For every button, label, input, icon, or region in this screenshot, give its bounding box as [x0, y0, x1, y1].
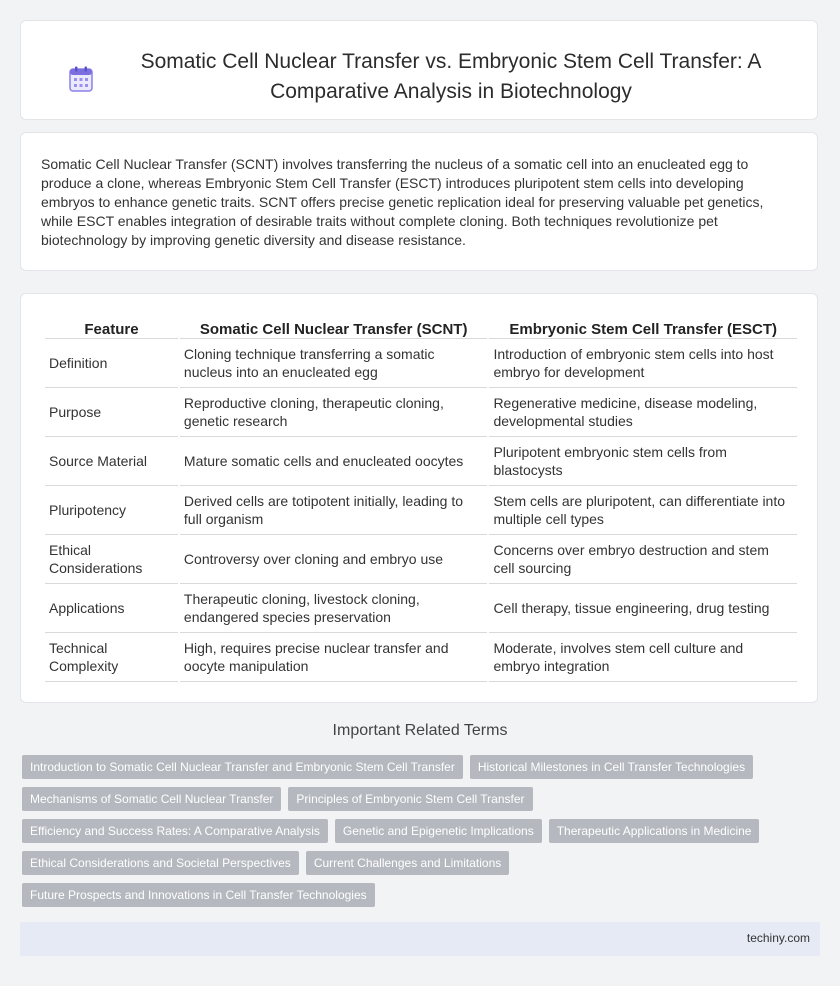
- related-term-link[interactable]: Introduction to Somatic Cell Nuclear Transfer and Embryonic Stem Cell Transfer: [22, 755, 463, 779]
- esct-cell: Introduction of embryonic stem cells into host embryo for development: [489, 339, 797, 388]
- related-term-link[interactable]: Ethical Considerations and Societal Perspectives: [22, 851, 299, 875]
- header-esct: Embryonic Stem Cell Transfer (ESCT): [489, 314, 797, 339]
- comparison-table: [43, 314, 799, 682]
- related-term-link[interactable]: Current Challenges and Limitations: [306, 851, 509, 875]
- scnt-cell: Controversy over cloning and embryo use: [180, 535, 488, 584]
- scnt-cell: Reproductive cloning, therapeutic cloning, genetic research: [180, 388, 488, 437]
- table-row: [45, 584, 797, 633]
- related-term-link[interactable]: Historical Milestones in Cell Transfer Technologies: [470, 755, 753, 779]
- scnt-cell: Derived cells are totipotent initially, leading to full organism: [180, 486, 488, 535]
- feature-cell: Applications: [45, 584, 178, 633]
- feature-cell: Purpose: [45, 388, 178, 437]
- footer-site-link[interactable]: techiny.com: [746, 931, 810, 945]
- related-term-link[interactable]: Future Prospects and Innovations in Cell Transfer Technologies: [22, 883, 375, 907]
- table-row: [45, 535, 797, 584]
- esct-cell: Pluripotent embryonic stem cells from blastocysts: [489, 437, 797, 486]
- intro-paragraph: Somatic Cell Nuclear Transfer (SCNT) involves transferring the nucleus of a somatic cell into an enucleated egg to produce a clone, whereas Embryonic Stem Cell Transfer (ESCT) introduces pluripotent stem cells into developing embryos to enhance genetic traits. SCNT offers precise genetic replication ideal for preserving valuable pet genetics, while ESCT enables integration of desirable traits without complete cloning. Both techniques revolutionize pet biotechnology by improving genetic diversity and disease resistance.: [41, 156, 764, 248]
- page-title: Somatic Cell Nuclear Transfer vs. Embryonic Stem Cell Transfer: A Comparative Analysis in Biotechnology: [140, 50, 762, 103]
- table-row: [45, 437, 797, 486]
- table-row: [45, 339, 797, 388]
- footer: [20, 922, 820, 956]
- comparison-table-card: [20, 293, 818, 703]
- feature-cell: Source Material: [45, 437, 178, 486]
- scnt-cell: High, requires precise nuclear transfer and oocyte manipulation: [180, 633, 488, 682]
- esct-cell: Regenerative medicine, disease modeling, developmental studies: [489, 388, 797, 437]
- header-scnt: Somatic Cell Nuclear Transfer (SCNT): [180, 314, 488, 339]
- related-terms-heading: Important Related Terms: [332, 722, 508, 739]
- feature-cell: Definition: [45, 339, 178, 388]
- calendar-icon: [69, 66, 93, 92]
- intro-card: [20, 132, 818, 271]
- scnt-cell: Mature somatic cells and enucleated oocytes: [180, 437, 488, 486]
- related-term-link[interactable]: Genetic and Epigenetic Implications: [335, 819, 542, 843]
- table-row: [45, 388, 797, 437]
- title-card: [20, 20, 818, 120]
- scnt-cell: Cloning technique transferring a somatic nucleus into an enucleated egg: [180, 339, 488, 388]
- esct-cell: Moderate, involves stem cell culture and embryo integration: [489, 633, 797, 682]
- feature-cell: Technical Complexity: [45, 633, 178, 682]
- esct-cell: Cell therapy, tissue engineering, drug testing: [489, 584, 797, 633]
- related-term-link[interactable]: Mechanisms of Somatic Cell Nuclear Transfer: [22, 787, 281, 811]
- esct-cell: Concerns over embryo destruction and stem cell sourcing: [489, 535, 797, 584]
- related-term-link[interactable]: Therapeutic Applications in Medicine: [549, 819, 760, 843]
- feature-cell: Ethical Considerations: [45, 535, 178, 584]
- related-term-link[interactable]: Efficiency and Success Rates: A Comparative Analysis: [22, 819, 328, 843]
- scnt-cell: Therapeutic cloning, livestock cloning, endangered species preservation: [180, 584, 488, 633]
- related-term-link[interactable]: Principles of Embryonic Stem Cell Transfer: [288, 787, 532, 811]
- header-feature: Feature: [45, 314, 178, 339]
- table-header-row: [45, 314, 797, 339]
- esct-cell: Stem cells are pluripotent, can differentiate into multiple cell types: [489, 486, 797, 535]
- feature-cell: Pluripotency: [45, 486, 178, 535]
- table-row: [45, 633, 797, 682]
- related-terms-list: [22, 755, 802, 907]
- table-row: [45, 486, 797, 535]
